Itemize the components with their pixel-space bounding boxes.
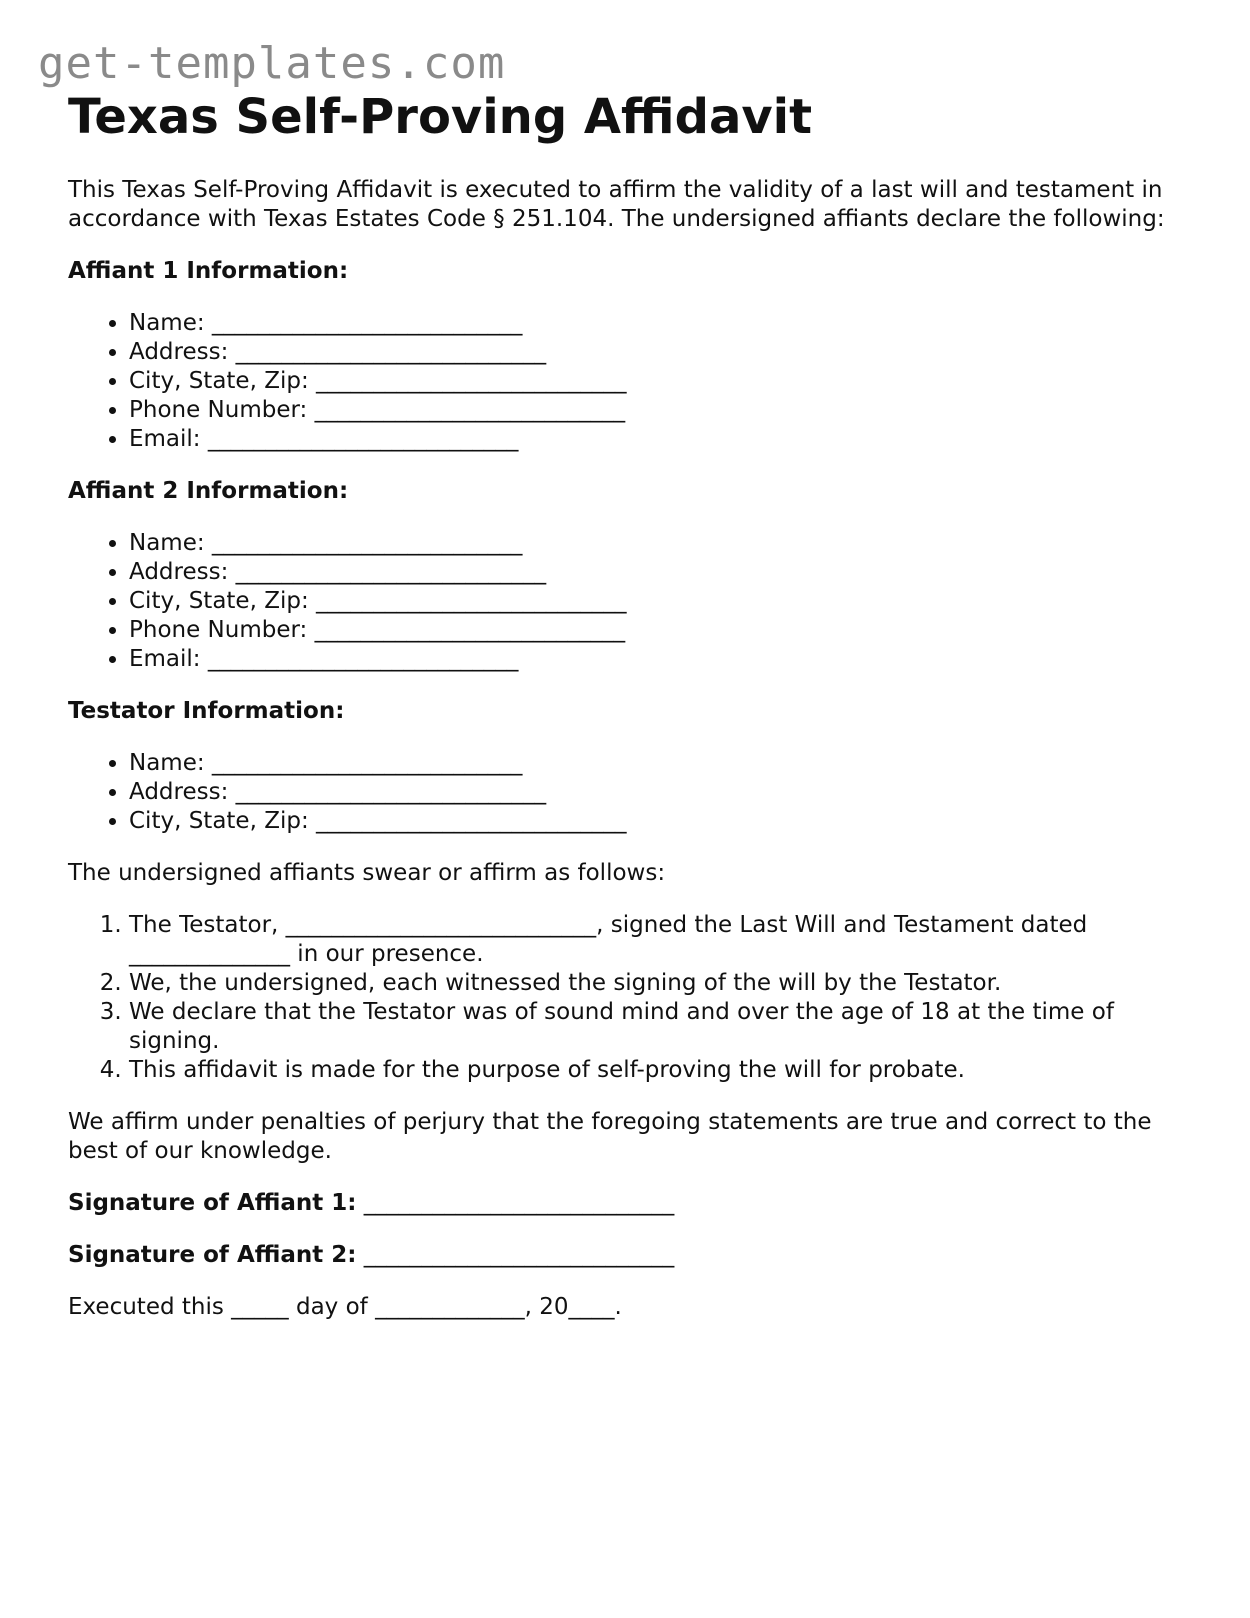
affiant-1-address-field: • Address: ___________________________	[129, 338, 1188, 367]
statement-item: 1. The Testator, ___________________________, signed the Last Will and Testament dated ______________ in our presence.	[129, 911, 1188, 969]
document-title: Texas Self-Proving Affidavit	[68, 89, 813, 145]
testator-fields	[68, 749, 1188, 836]
affiant-1-name-field: • Name: ___________________________	[129, 309, 1188, 338]
statement-item: 4. This affidavit is made for the purpose of self-proving the will for probate.	[129, 1056, 1188, 1085]
watermark: get-templates.com	[38, 38, 506, 89]
signature-affiant-2-line: ___________________________	[356, 1242, 675, 1268]
signature-affiant-2-label: Signature of Affiant 2:	[68, 1242, 357, 1268]
affiant-2-name-field: • Name: ___________________________	[129, 529, 1188, 558]
affiant-1-fields	[68, 309, 1188, 454]
signature-affiant-2	[68, 1241, 1188, 1270]
signature-affiant-1	[68, 1189, 1188, 1218]
intro-paragraph: This Texas Self-Proving Affidavit is executed to affirm the validity of a last will and testament in accordance with Texas Estates Code § 251.104. The undersigned affiants declare the following:	[68, 177, 1165, 232]
affiant-2-address-field: • Address: ___________________________	[129, 558, 1188, 587]
affiant-2-city-state-zip-field: • City, State, Zip: ___________________________	[129, 587, 1188, 616]
swear-intro: The undersigned affiants swear or affirm as follows:	[68, 860, 666, 886]
testator-city-state-zip-field: • City, State, Zip: ___________________________	[129, 807, 1188, 836]
document-page	[68, 86, 1188, 1322]
affirmation-paragraph: We affirm under penalties of perjury that the foregoing statements are true and correct to the best of our knowledge.	[68, 1109, 1152, 1164]
affiant-2-fields	[68, 529, 1188, 674]
statements-list	[68, 911, 1188, 1085]
affiant-2-phone-field: • Phone Number: ___________________________	[129, 616, 1188, 645]
executed-line: Executed this _____ day of _____________, 20____.	[68, 1294, 622, 1320]
testator-heading: Testator Information:	[68, 698, 345, 724]
statement-item: 2. We, the undersigned, each witnessed the signing of the will by the Testator.	[129, 969, 1188, 998]
affiant-1-heading: Affiant 1 Information:	[68, 258, 349, 284]
signature-affiant-1-line: ___________________________	[356, 1190, 675, 1216]
affiant-1-email-field: • Email: ___________________________	[129, 425, 1188, 454]
affiant-2-email-field: • Email: ___________________________	[129, 645, 1188, 674]
testator-address-field: • Address: ___________________________	[129, 778, 1188, 807]
statement-item: 3. We declare that the Testator was of sound mind and over the age of 18 at the time of signing.	[129, 998, 1188, 1056]
signature-affiant-1-label: Signature of Affiant 1:	[68, 1190, 357, 1216]
testator-name-field: • Name: ___________________________	[129, 749, 1188, 778]
affiant-2-heading: Affiant 2 Information:	[68, 478, 349, 504]
affiant-1-city-state-zip-field: • City, State, Zip: ___________________________	[129, 367, 1188, 396]
affiant-1-phone-field: • Phone Number: ___________________________	[129, 396, 1188, 425]
